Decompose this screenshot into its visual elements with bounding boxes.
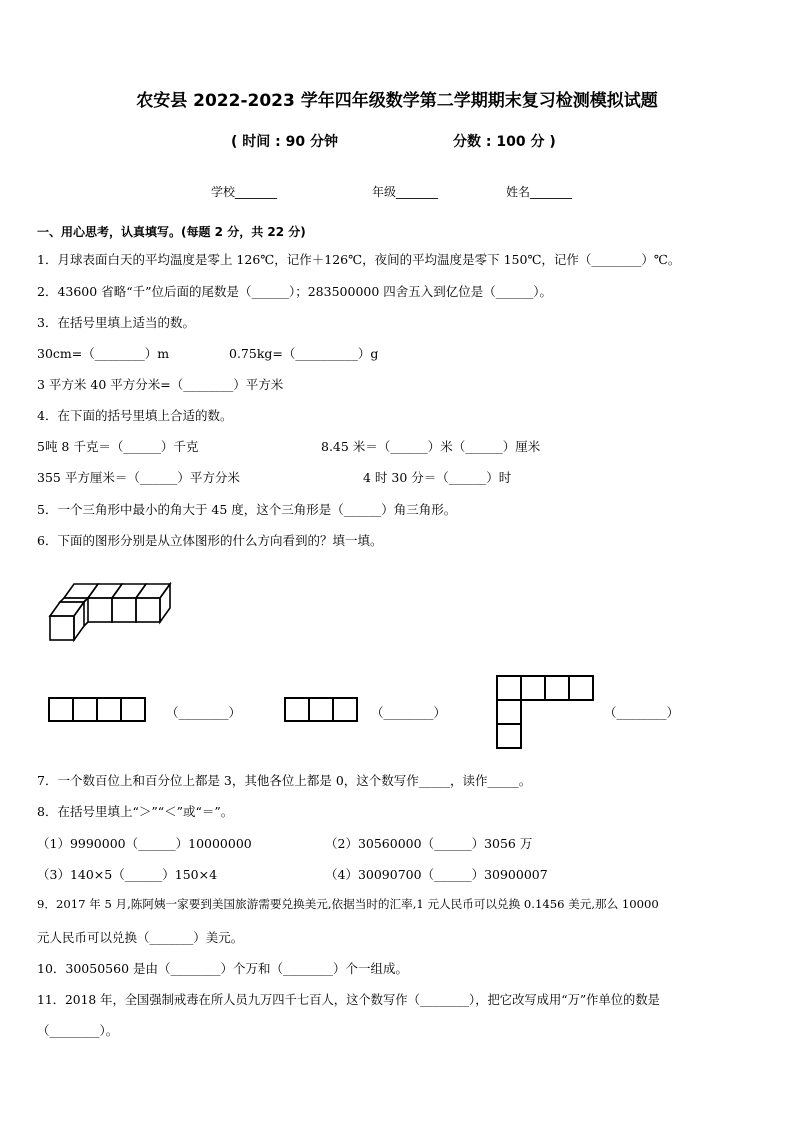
question-5: 5．一个三角形中最小的角大于 45 度，这个三角形是（______）角三角形。 bbox=[37, 502, 457, 517]
section-1-title: 一、用心思考，认真填写。(每题 2 分，共 22 分) bbox=[37, 225, 306, 239]
question-8-3: （3）140×5（______）150×4 bbox=[37, 867, 218, 882]
question-4d: 4 时 30 分＝（______）时 bbox=[363, 470, 512, 485]
question-4b: 8.45 米＝（______）米（______）厘米 bbox=[321, 439, 541, 454]
question-11-line-2: （________）。 bbox=[37, 1023, 119, 1038]
question-9-line-1: 9．2017 年 5 月,陈阿姨一家要到美国旅游需要兑换美元,依据当时的汇率,1 元人民币可以兑换 0.1456 美元,那么 10000 bbox=[37, 897, 659, 911]
question-7: 7．一个数百位上和百分位上都是 3，其他各位上都是 0，这个数写作_____，读作_____。 bbox=[37, 773, 532, 788]
view-four-squares bbox=[48, 697, 148, 723]
question-4: 4．在下面的括号里填上合适的数。 bbox=[37, 408, 233, 423]
question-9-line-2: 元人民币可以兑换（_______）美元。 bbox=[37, 930, 244, 945]
question-8-1: （1）9990000（______）10000000 bbox=[37, 836, 252, 851]
question-3c: 3 平方米 40 平方分米=（________）平方米 bbox=[37, 377, 284, 392]
view-l-shape bbox=[496, 675, 596, 751]
question-8-4: （4）30090700（______）30900007 bbox=[325, 867, 548, 882]
grade-field: 年级_______ bbox=[372, 185, 439, 199]
exam-score: 分数 : 100 分 ) bbox=[453, 134, 556, 150]
school-field: 学校_______ bbox=[211, 185, 278, 199]
question-6: 6．下面的图形分别是从立体图形的什么方向看到的？填一填。 bbox=[37, 533, 383, 548]
view-1-blank[interactable]: （________） bbox=[166, 705, 242, 720]
view-three-squares bbox=[284, 697, 360, 723]
question-4a: 5吨 8 千克＝（______）千克 bbox=[37, 439, 199, 454]
view-2-blank[interactable]: （________） bbox=[371, 705, 447, 720]
question-2: 2．43600 省略“千”位后面的尾数是（______）；283500000 四舍五入到亿位是（______）。 bbox=[37, 284, 553, 299]
question-3: 3．在括号里填上适当的数。 bbox=[37, 315, 195, 330]
question-10: 10．30050560 是由（________）个万和（________）个一组成。 bbox=[37, 961, 409, 976]
view-3-blank[interactable]: （________） bbox=[604, 705, 680, 720]
question-8-2: （2）30560000（______）3056 万 bbox=[325, 836, 533, 851]
question-11-line-1: 11．2018 年，全国强制戒毒在所人员九万四千七百人，这个数写作（________），把它改写成用“万”作单位的数是 bbox=[37, 993, 660, 1007]
exam-time: ( 时间 : 90 分钟 bbox=[231, 134, 338, 150]
name-field: 姓名_______ bbox=[506, 185, 573, 199]
question-1: 1．月球表面白天的平均温度是零上 126℃，记作＋126℃，夜间的平均温度是零下 150℃，记作（________）℃。 bbox=[37, 252, 681, 267]
question-4c: 355 平方厘米＝（______）平方分米 bbox=[37, 470, 240, 485]
solid-figure bbox=[40, 578, 180, 648]
question-8: 8．在括号里填上“＞”“＜”或“＝”。 bbox=[37, 804, 234, 819]
question-3a: 30cm=（________）m bbox=[37, 346, 170, 361]
question-3b: 0.75kg=（__________）g bbox=[229, 346, 379, 361]
page-title: 农安县 2022-2023 学年四年级数学第二学期期末复习检测模拟试题 bbox=[136, 91, 658, 111]
